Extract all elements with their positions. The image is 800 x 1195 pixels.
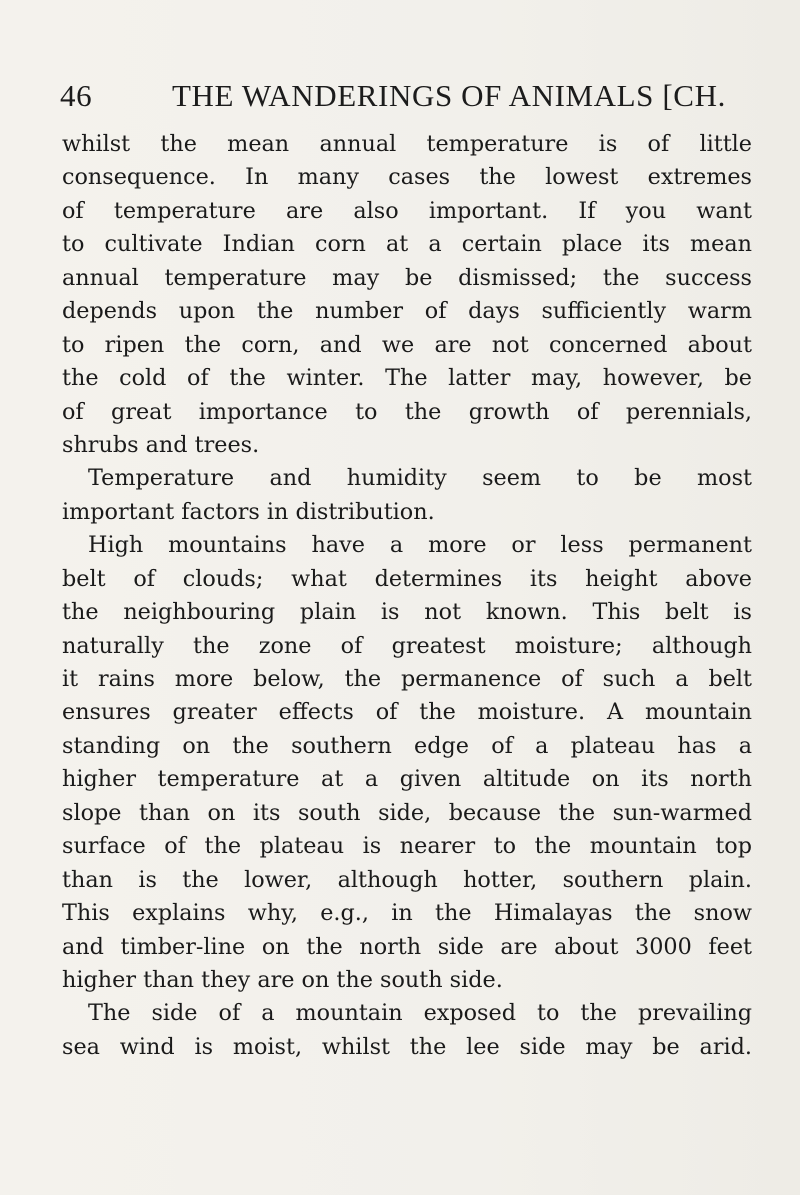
text-line: naturally the zone of greatest moisture; although [62, 632, 752, 659]
text-line: to cultivate Indian corn at a certain place its mean [62, 231, 752, 258]
text-line: belt of clouds; what determines its height above [62, 565, 752, 592]
text-line: Temperature and humidity seem to be most [88, 465, 752, 492]
text-line: higher temperature at a given altitude on its north [62, 766, 752, 793]
page-number: 46 [60, 78, 93, 113]
text-line: the neighbouring plain is not known. This belt is [62, 599, 752, 626]
text-line: of great importance to the growth of perennials, [62, 398, 752, 425]
text-line: The side of a mountain exposed to the prevailing [88, 1000, 752, 1027]
body-text [62, 128, 752, 1064]
text-line: higher than they are on the south side. [62, 966, 503, 993]
text-line: than is the lower, although hotter, southern plain. [62, 866, 752, 893]
text-line: of temperature are also important. If you want [62, 197, 752, 224]
text-line: depends upon the number of days sufficiently warm [62, 298, 752, 325]
text-line: important factors in distribution. [62, 498, 435, 525]
text-line: sea wind is moist, whilst the lee side may be arid. [62, 1033, 752, 1060]
text-line: standing on the southern edge of a plateau has a [62, 732, 752, 759]
text-line: it rains more below, the permanence of such a belt [62, 666, 752, 692]
text-line: consequence. In many cases the lowest extremes [62, 164, 752, 191]
text-line: surface of the plateau is nearer to the mountain top [62, 833, 752, 860]
text-line: annual temperature may be dismissed; the success [62, 264, 752, 291]
text-line: slope than on its south side, because the sun-warmed [62, 799, 752, 826]
text-line: the cold of the winter. The latter may, however, be [62, 365, 752, 392]
text-line: ensures greater effects of the moisture. A mountain [62, 699, 752, 726]
running-title: THE WANDERINGS OF ANIMALS [CH. [172, 78, 726, 113]
text-line: to ripen the corn, and we are not concerned about [62, 331, 752, 358]
text-line: and timber-line on the north side are about 3000 feet [62, 933, 752, 960]
text-line: shrubs and trees. [62, 431, 260, 458]
text-line: This explains why, e.g., in the Himalayas the snow [62, 900, 752, 927]
running-header [60, 76, 750, 116]
text-line: whilst the mean annual temperature is of little [62, 131, 752, 157]
text-line: High mountains have a more or less permanent [88, 532, 752, 559]
